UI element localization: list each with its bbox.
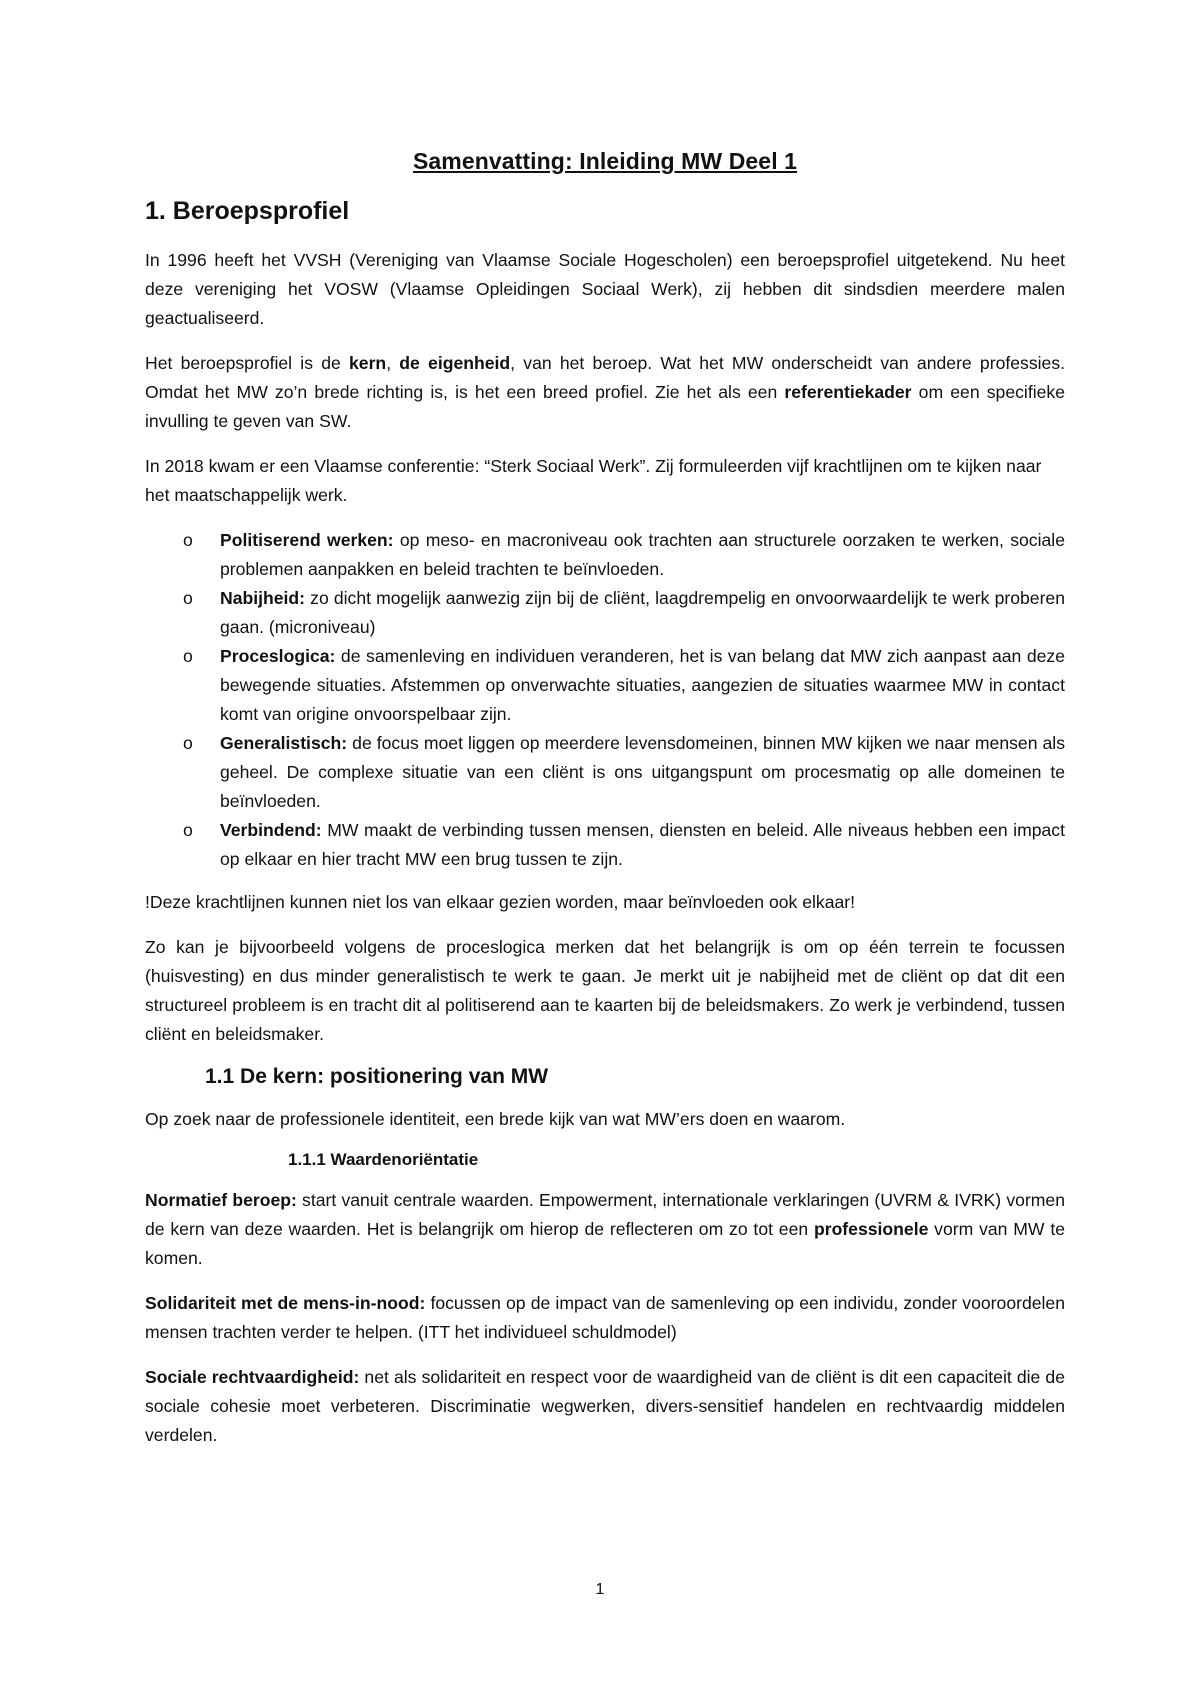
heading-waardenorientatie: 1.1.1 Waardenoriëntatie [288, 1150, 479, 1169]
list-item [145, 816, 1065, 874]
bullet-marker: o [183, 820, 193, 840]
bullet-marker: o [183, 646, 193, 666]
bullet-term: Proceslogica: [220, 646, 336, 666]
list-item [145, 642, 1065, 729]
text-run: start vanuit centrale waarden. Empowerment, internationale verklaringen (UVRM & IVRK) vormen de kern van deze waarden. Het is belangrijk om hierop de reflecteren om zo tot een [145, 1190, 1065, 1239]
paragraph-voorbeeld: Zo kan je bijvoorbeeld volgens de proceslogica merken dat het belangrijk is om op één terrein te focussen (huisvesting) en dus minder generalistisch te werk te gaan. Je merkt uit je nabijheid met de cliënt op dat dit een structureel probleem is en tracht dit al politiserend aan te kaarten bij de beleidsmakers. Zo werk je verbindend, tussen cliënt en beleidsmaker. [145, 937, 1065, 1044]
paragraph-note: !Deze krachtlijnen kunnen niet los van elkaar gezien worden, maar beïnvloeden ook elkaar! [145, 892, 856, 912]
paragraph-identiteit: Op zoek naar de professionele identiteit, een brede kijk van wat MW’ers doen en waarom. [145, 1109, 846, 1129]
paragraph-solidariteit [145, 1289, 1065, 1347]
paragraph-rechtvaardigheid [145, 1363, 1065, 1450]
text-run: net als solidariteit en respect voor de waardigheid van de cliënt is dit een capaciteit die de sociale cohesie moet verbeteren. Discriminatie wegwerken, divers-sensitief handelen en rechtvaardig middelen verdelen. [145, 1367, 1065, 1445]
list-item [145, 729, 1065, 816]
paragraph-kern [145, 349, 1065, 436]
text-run: , [386, 353, 400, 373]
bullet-marker: o [183, 588, 193, 608]
text-run: focussen op de impact van de samenleving op een individu, zonder vooroordelen mensen trachten verder te helpen. (ITT het individueel schuldmodel) [145, 1293, 1066, 1342]
page-number: 1 [595, 1581, 605, 1598]
bullet-text: zo dicht mogelijk aanwezig zijn bij de cliënt, laagdrempelig en onvoorwaardelijk te werk proberen gaan. (microniveau) [220, 588, 1065, 637]
krachtlijnen-list [145, 526, 1065, 874]
paragraph-conferentie: In 2018 kwam er een Vlaamse conferentie: “Sterk Sociaal Werk”. Zij formuleerden vijf krachtlijnen om te kijken naar het maatschappelijk werk. [145, 456, 1042, 505]
paragraph-normatief [145, 1186, 1065, 1273]
bold-term-normatief: Normatief beroep: [145, 1190, 297, 1210]
heading-de-kern: 1.1 De kern: positionering van MW [205, 1065, 549, 1088]
paragraph-vvsh: In 1996 heeft het VVSH (Vereniging van Vlaamse Sociale Hogescholen) een beroepsprofiel uitgetekend. Nu heet deze vereniging het VOSW (Vlaamse Opleidingen Sociaal Werk), zij hebben dit sindsdien meerdere malen geactualiseerd. [145, 250, 1065, 328]
document-title: Samenvatting: Inleiding MW Deel 1 [412, 148, 798, 174]
list-item [145, 526, 1065, 584]
text-run: Het beroepsprofiel is de [145, 353, 350, 373]
bullet-term: Nabijheid: [220, 588, 306, 608]
bullet-term: Politiserend werken: [220, 530, 394, 550]
bold-term-referentiekader: referentiekader [784, 382, 912, 402]
bold-term-rechtvaardigheid: Sociale rechtvaardigheid: [145, 1367, 360, 1387]
text-run: , van het beroep. Wat het MW onderscheidt van andere professies. Omdat het MW zo’n brede richting is, is het een breed profiel. Zie het als een [145, 353, 1065, 402]
text-run: vorm van MW te komen. [145, 1219, 1065, 1268]
bullet-text: de samenleving en individuen veranderen, het is van belang dat MW zich aanpast aan deze bewegende situaties. Afstemmen op onverwachte situaties, aangezien de situaties waarmee MW in contact komt van origine onvoorspelbaar zijn. [220, 646, 1065, 724]
bold-term-eigenheid: de eigenheid [399, 353, 511, 373]
bullet-text: MW maakt de verbinding tussen mensen, diensten en beleid. Alle niveaus hebben een impact op elkaar en hier tracht MW een brug tussen te zijn. [220, 820, 1065, 869]
bold-term-kern: kern [349, 353, 387, 373]
bullet-marker: o [183, 733, 193, 753]
bullet-text: de focus moet liggen op meerdere levensdomeinen, binnen MW kijken we naar mensen als geheel. De complexe situatie van een cliënt is ons uitgangspunt om procesmatig op alle domeinen te beïnvloeden. [220, 733, 1065, 811]
bullet-term: Generalistisch: [220, 733, 348, 753]
heading-beroepsprofiel: 1. Beroepsprofiel [145, 197, 350, 225]
list-item [145, 584, 1065, 642]
bold-term-professionele: professionele [813, 1219, 929, 1239]
text-run: om een specifieke invulling te geven van SW. [145, 382, 1065, 431]
bold-term-solidariteit: Solidariteit met de mens-in-nood: [145, 1293, 426, 1313]
bullet-text: op meso- en macroniveau ook trachten aan structurele oorzaken te werken, sociale problemen aanpakken en beleid trachten te beïnvloeden. [220, 530, 1065, 579]
bullet-marker: o [183, 530, 193, 550]
page-content [145, 148, 1065, 1466]
bullet-term: Verbindend: [220, 820, 322, 840]
